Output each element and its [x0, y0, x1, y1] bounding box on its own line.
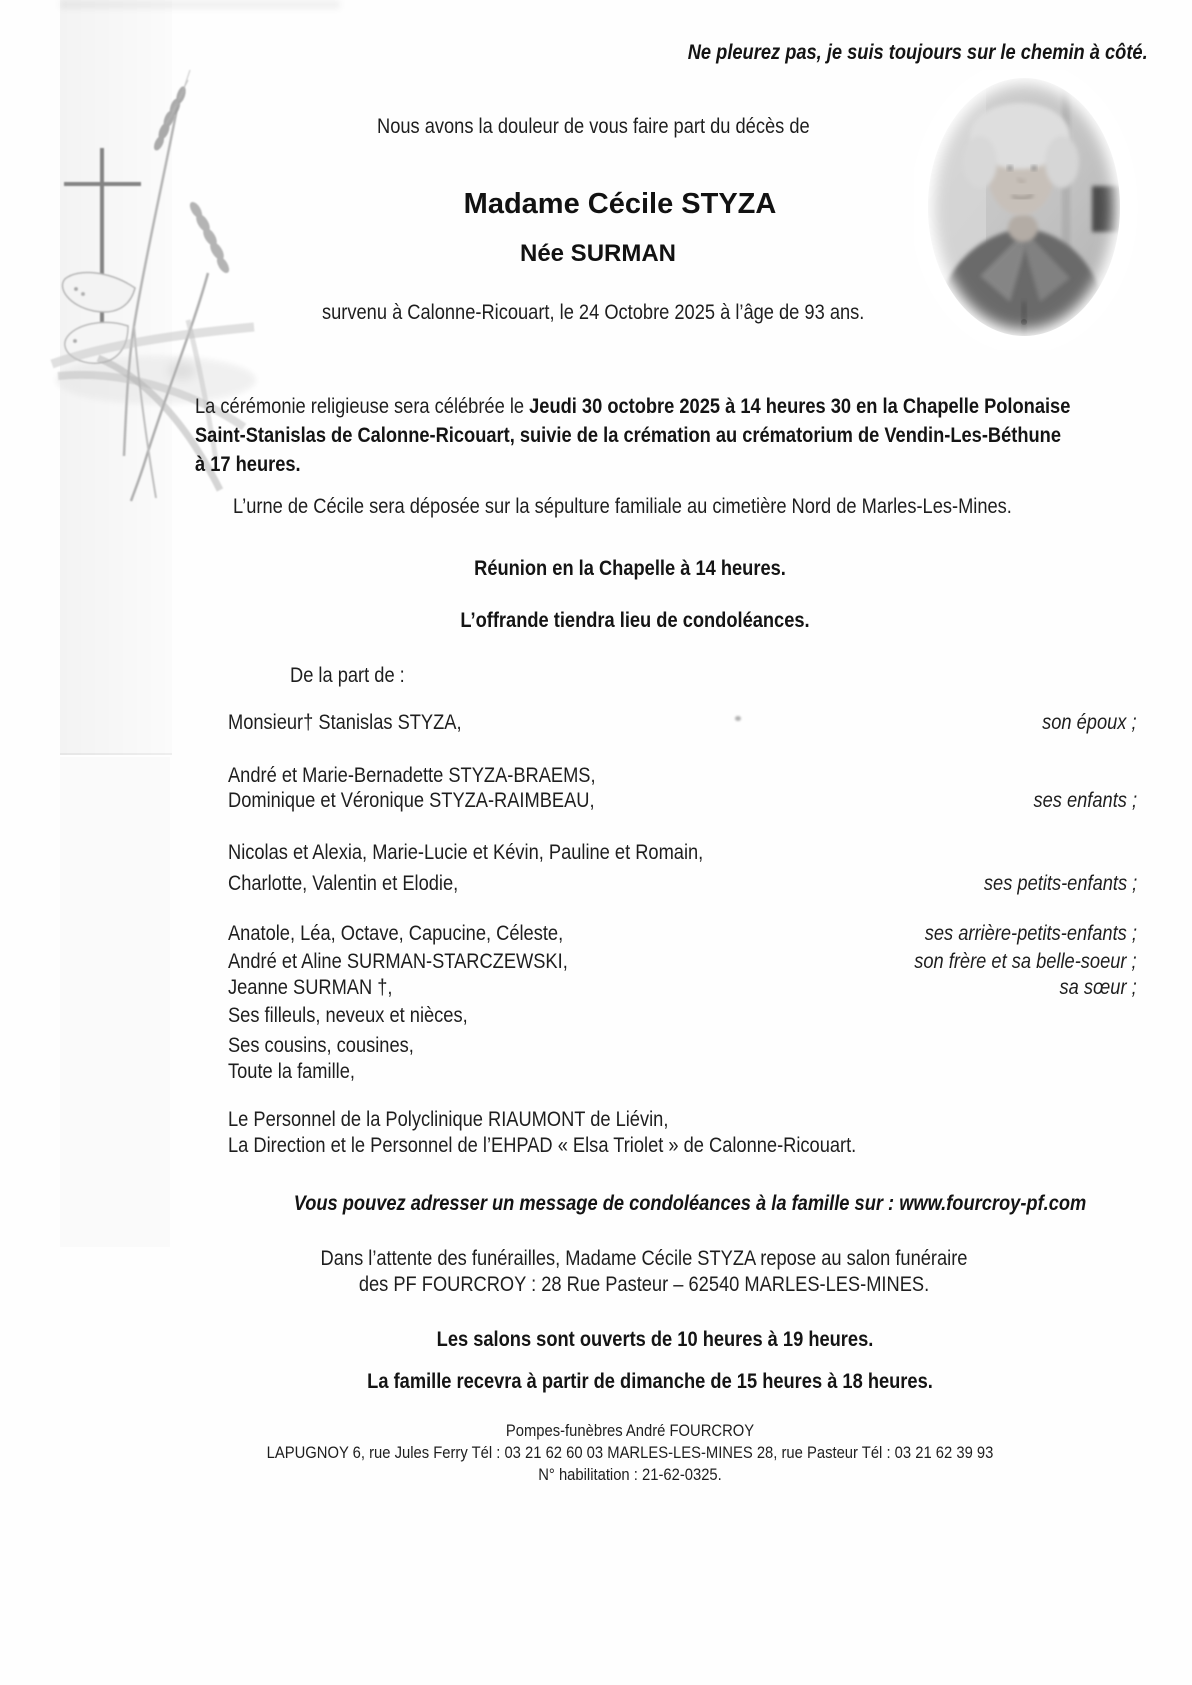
- ceremony-paragraph: [195, 392, 1070, 479]
- footer-block: [111, 1420, 1148, 1486]
- family-name-line: Charlotte, Valentin et Elodie,: [228, 872, 459, 895]
- deceased-name: Madame Cécile STYZA: [463, 188, 777, 220]
- urn-line: L’urne de Cécile sera déposée sur la sépulture familiale au cimetière Nord de Marles-Les-Mines.: [233, 495, 1012, 518]
- funeral-home-name: Pompes-funèbres André FOURCROY: [505, 1421, 755, 1440]
- offering-line: L’offrande tiendra lieu de condoléances.: [460, 609, 810, 632]
- relation-label: ses arrière-petits-enfants ;: [924, 922, 1137, 945]
- family-name-line: Dominique et Véronique STYZA-RAIMBEAU,: [228, 789, 595, 812]
- family-name-line: Nicolas et Alexia, Marie-Lucie et Kévin, Pauline et Romain,: [228, 841, 704, 864]
- from-label: De la part de :: [290, 664, 405, 687]
- repose-line-1: Dans l’attente des funérailles, Madame Cécile STYZA repose au salon funéraire: [320, 1247, 968, 1270]
- maiden-name: Née SURMAN: [519, 240, 677, 267]
- scan-artifact-dot: [735, 716, 741, 721]
- relation-label: son frère et sa belle-soeur ;: [914, 950, 1137, 973]
- family-name-line: Monsieur† Stanislas STYZA,: [228, 711, 462, 734]
- family-reception-line: La famille recevra à partir de dimanche de 15 heures à 18 heures.: [367, 1370, 933, 1393]
- salons-hours-line: Les salons sont ouverts de 10 heures à 19 heures.: [436, 1328, 874, 1351]
- relation-label: sa sœur ;: [1059, 976, 1137, 999]
- scan-artifact-smudge: [60, 0, 340, 9]
- family-name-line: Ses filleuls, neveux et nièces,: [228, 1004, 468, 1027]
- family-name-line: Anatole, Léa, Octave, Capucine, Céleste,: [228, 922, 564, 945]
- relation-label: son époux ;: [1042, 711, 1137, 734]
- family-name-line: Jeanne SURMAN †,: [228, 976, 393, 999]
- family-name-line: Toute la famille,: [228, 1060, 355, 1083]
- ceremony-line-1-regular: La cérémonie religieuse sera célébrée le: [195, 395, 530, 418]
- family-name-line: Ses cousins, cousines,: [228, 1034, 414, 1057]
- staff-line: La Direction et le Personnel de l’EHPAD « Elsa Triolet » de Calonne-Ricouart.: [228, 1134, 857, 1157]
- ceremony-line-2: Saint-Stanislas de Calonne-Ricouart, suivie de la crémation au crématorium de Vendin-Les-Béthune: [195, 424, 1062, 447]
- ceremony-line-3: à 17 heures.: [195, 453, 301, 476]
- condolence-message-line: Vous pouvez adresser un message de condoléances à la famille sur : www.fourcroy-pf.com: [293, 1192, 1087, 1215]
- memorial-quote: Ne pleurez pas, je suis toujours sur le chemin à côté.: [688, 41, 1148, 64]
- relation-label: ses enfants ;: [1033, 789, 1137, 812]
- ceremony-line-1: [195, 392, 1070, 421]
- repose-line-2: des PF FOURCROY : 28 Rue Pasteur – 62540 MARLES-LES-MINES.: [358, 1273, 930, 1296]
- family-name-line: André et Marie-Bernadette STYZA-BRAEMS,: [228, 764, 596, 787]
- death-date-line: survenu à Calonne-Ricouart, le 24 Octobre 2025 à l’âge de 93 ans.: [322, 301, 865, 324]
- family-name-line: André et Aline SURMAN-STARCZEWSKI,: [228, 950, 568, 973]
- repose-block: [125, 1246, 1162, 1298]
- staff-line: Le Personnel de la Polyclinique RIAUMONT de Liévin,: [228, 1108, 669, 1131]
- ceremony-line-1-bold: Jeudi 30 octobre 2025 à 14 heures 30 en la Chapelle Polonaise: [529, 395, 1071, 418]
- scan-artifact-band: [60, 757, 170, 1247]
- announcement-intro: Nous avons la douleur de vous faire part du décès de: [377, 115, 810, 138]
- relation-label: ses petits-enfants ;: [983, 872, 1137, 895]
- habilitation-number: N° habilitation : 21-62-0325.: [538, 1465, 722, 1484]
- meeting-line: Réunion en la Chapelle à 14 heures.: [474, 557, 786, 580]
- funeral-home-addresses: LAPUGNOY 6, rue Jules Ferry Tél : 03 21 62 60 03 MARLES-LES-MINES 28, rue Pasteur Tél : 03 21 62 39 93: [266, 1443, 994, 1462]
